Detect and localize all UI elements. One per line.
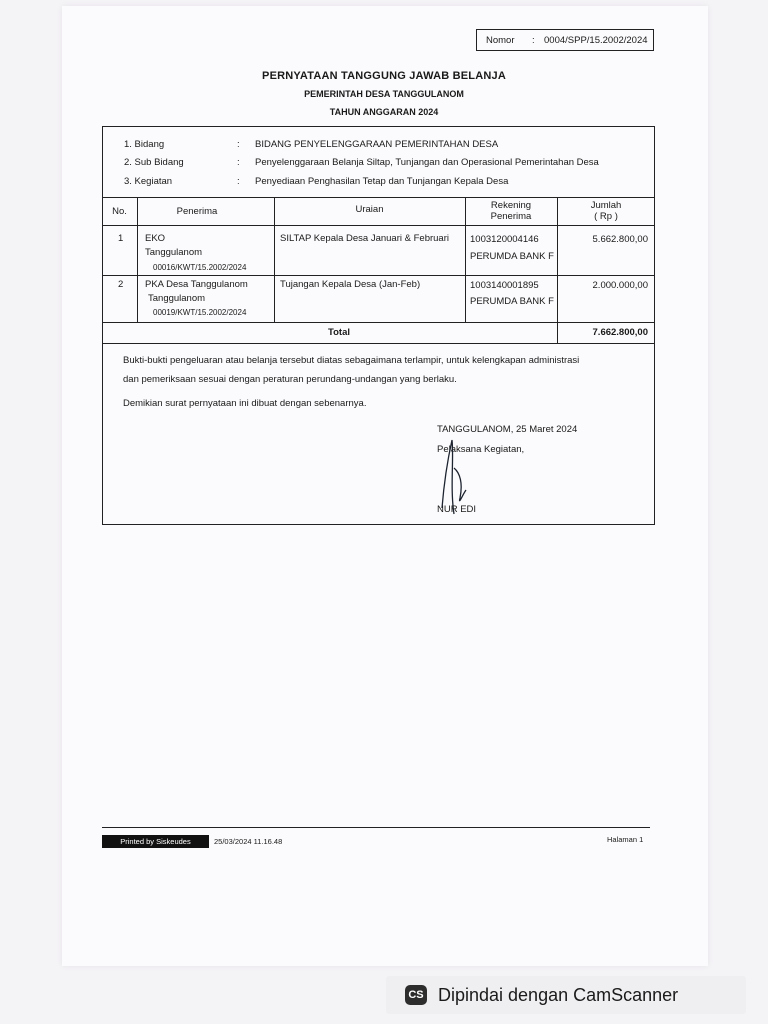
row2-rekening: 1003140001895 xyxy=(470,280,539,291)
row1-rekening: 1003120004146 xyxy=(470,234,539,245)
col-header-jumlah-line1: Jumlah xyxy=(590,200,622,211)
col-header-no: No. xyxy=(112,206,127,217)
total-value: 7.662.800,00 xyxy=(592,327,648,338)
info-value: Penyelenggaraan Belanja Siltap, Tunjangan dan Operasional Pemerintahan Desa xyxy=(255,157,599,168)
col-header-rekening xyxy=(465,200,557,222)
info-value: BIDANG PENYELENGGARAAN PEMERINTAHAN DESA xyxy=(255,139,499,150)
footer-divider xyxy=(102,827,650,828)
camscanner-watermark xyxy=(386,976,746,1014)
document-title: PERNYATAAN TANGGUNG JAWAB BELANJA xyxy=(262,70,506,82)
col-header-jumlah-line2: ( Rp ) xyxy=(594,211,618,222)
row1-kwitansi: 00016/KWT/15.2002/2024 xyxy=(153,263,247,272)
table-top-border xyxy=(102,197,655,198)
table-col-divider xyxy=(274,197,275,323)
document-subtitle-year: TAHUN ANGGARAN 2024 xyxy=(329,107,439,117)
nomor-label: Nomor xyxy=(486,35,515,46)
table-row-divider xyxy=(102,275,655,276)
print-timestamp: 25/03/2024 11.16.48 xyxy=(214,837,283,846)
nomor-value: 0004/SPP/15.2002/2024 xyxy=(544,35,648,46)
camscanner-icon: CS xyxy=(405,985,427,1005)
row2-kwitansi: 00019/KWT/15.2002/2024 xyxy=(153,308,247,317)
row1-penerima-name: EKO xyxy=(145,233,166,244)
row2-bank: PERUMDA BANK F xyxy=(470,296,554,307)
col-header-penerima: Penerima xyxy=(176,206,218,217)
col-header-jumlah xyxy=(557,200,655,222)
closing-paragraph: Demikian surat pernyataan ini dibuat dengan sebenarnya. xyxy=(123,398,367,409)
row1-uraian: SILTAP Kepala Desa Januari & Februari xyxy=(280,233,449,244)
info-value: Penyediaan Penghasilan Tetap dan Tunjangan Kepala Desa xyxy=(255,176,509,187)
info-key: 3. Kegiatan xyxy=(124,176,173,187)
statement-paragraph-line1: Bukti-bukti pengeluaran atau belanja tersebut diatas sebagaimana terlampir, untuk kelengkapan administrasi xyxy=(123,355,580,366)
document-number-box xyxy=(476,29,654,51)
col-header-rekening-line2: Penerima xyxy=(490,211,532,222)
nomor-colon: : xyxy=(532,35,535,46)
total-label: Total xyxy=(328,327,350,338)
table-header-border xyxy=(102,225,655,226)
info-colon: : xyxy=(237,176,240,187)
row1-jumlah: 5.662.800,00 xyxy=(592,234,648,245)
info-colon: : xyxy=(237,157,240,168)
table-body-border xyxy=(102,322,655,323)
row1-bank: PERUMDA BANK F xyxy=(470,251,554,262)
row2-penerima-place: Tanggulanom xyxy=(148,293,206,304)
info-colon: : xyxy=(237,139,240,150)
table-total-border xyxy=(102,343,655,344)
statement-paragraph-line2: dan pemeriksaan sesuai dengan peraturan perundang-undangan yang berlaku. xyxy=(123,374,457,385)
info-key: 2. Sub Bidang xyxy=(124,157,184,168)
signature-place-date: TANGGULANOM, 25 Maret 2024 xyxy=(437,424,578,435)
row1-no: 1 xyxy=(118,233,124,244)
row2-no: 2 xyxy=(118,279,124,290)
document-subtitle-village: PEMERINTAH DESA TANGGULANOM xyxy=(304,89,464,99)
page-number: Halaman 1 xyxy=(607,835,644,844)
signature-role: Pelaksana Kegiatan, xyxy=(437,444,525,455)
signature-name: NUR EDI xyxy=(437,504,477,515)
row2-uraian: Tujangan Kepala Desa (Jan-Feb) xyxy=(280,279,421,290)
row1-penerima-place: Tanggulanom xyxy=(145,247,203,258)
row2-penerima-name: PKA Desa Tanggulanom xyxy=(145,279,248,290)
col-header-rekening-line1: Rekening xyxy=(490,200,532,211)
row2-jumlah: 2.000.000,00 xyxy=(592,280,648,291)
col-header-uraian: Uraian xyxy=(355,204,384,215)
info-key: 1. Bidang xyxy=(124,139,165,150)
printed-by-label: Printed by Siskeudes xyxy=(102,835,209,848)
camscanner-text: Dipindai dengan CamScanner xyxy=(438,985,679,1005)
